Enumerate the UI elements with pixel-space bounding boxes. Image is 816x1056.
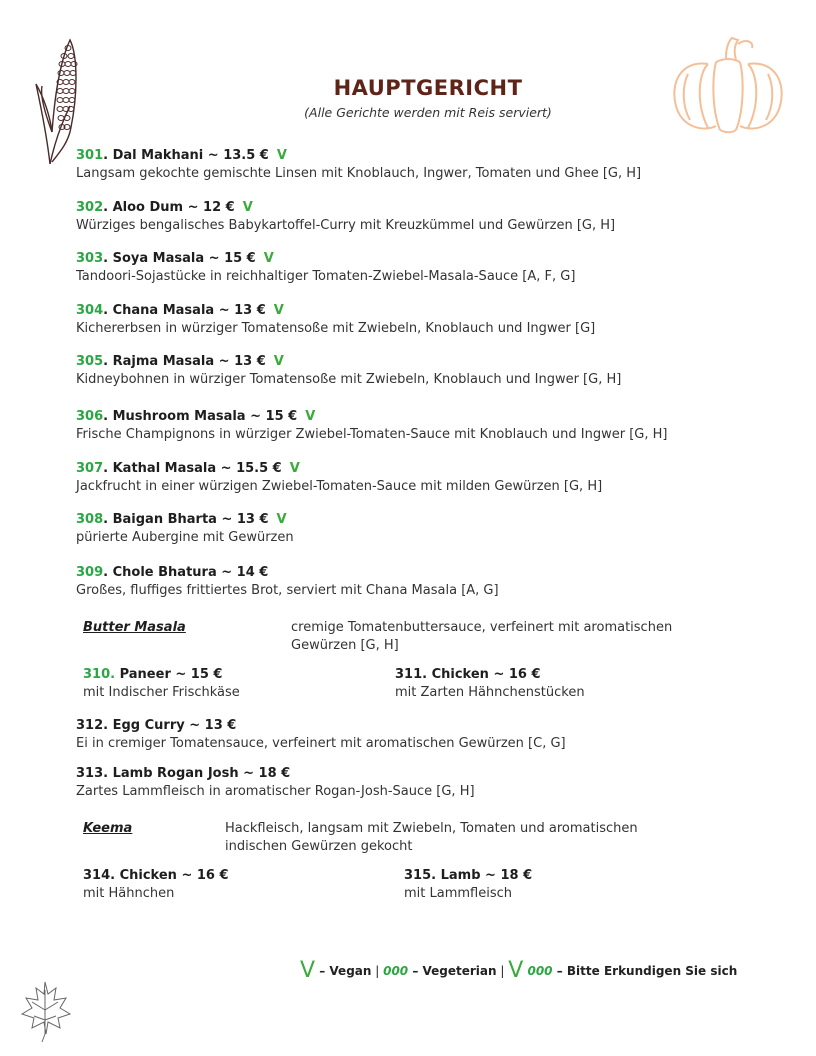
menu-item: 312. Egg Curry ~ 13 € Ei in cremiger Tomatensauce, verfeinert mit aromatischen Gewürzen [C, G] (76, 718, 566, 751)
keema-description: Hackfleisch, langsam mit Zwiebeln, Tomaten und aromatischen indischen Gewürzen gekocht (225, 821, 638, 854)
maple-leaf-icon (18, 980, 72, 1044)
item-description: Jackfrucht in einer würzigen Zwiebel-Tomaten-Sauce mit milden Gewürzen [G, H] (76, 479, 603, 494)
vegan-icon: V (508, 958, 524, 983)
keema-chicken-item: 314. Chicken ~ 16 € mit Hähnchen (83, 868, 229, 901)
item-number: 303 (76, 251, 104, 266)
item-description: Kichererbsen in würziger Tomatensoße mit Zwiebeln, Knoblauch und Ingwer [G] (76, 321, 596, 336)
item-number: 305 (76, 354, 104, 369)
menu-item (76, 408, 668, 444)
item-title: . Aloo Dum ~ 12 € (103, 200, 235, 215)
item-number: 304 (76, 303, 104, 318)
item-title: . Mushroom Masala ~ 15 € (103, 409, 298, 424)
keema-label: Keema (83, 821, 133, 836)
vegan-icon: V (263, 251, 274, 266)
item-number: 306 (76, 409, 104, 424)
vegan-icon: V (276, 512, 287, 527)
item-description: Würziges bengalisches Babykartoffel-Curry mit Kreuzkümmel und Gewürzen [G, H] (76, 218, 616, 233)
butter-masala-description: cremige Tomatenbuttersauce, verfeinert mit aromatischen Gewürzen [G, H] (291, 620, 673, 653)
item-title: . Chole Bhatura ~ 14 € (103, 565, 269, 580)
item-title: . Kathal Masala ~ 15.5 € (103, 461, 282, 476)
item-title: . Baigan Bharta ~ 13 € (103, 512, 269, 527)
menu-item (76, 460, 602, 496)
menu-item (76, 302, 595, 338)
item-number: 309 (76, 565, 104, 580)
vegan-icon: V (273, 354, 284, 369)
item-description: pürierte Aubergine mit Gewürzen (76, 530, 294, 545)
item-description: Tandoori-Sojastücke in reichhaltiger Tomaten-Zwiebel-Masala-Sauce [A, F, G] (76, 269, 576, 284)
item-description: Frische Champignons in würziger Zwiebel-Tomaten-Sauce mit Knoblauch und Ingwer [G, H] (76, 427, 668, 442)
vegan-icon: V (305, 409, 316, 424)
item-title: . Chana Masala ~ 13 € (103, 303, 266, 318)
vegan-icon: V (300, 958, 316, 983)
item-title: . Rajma Masala ~ 13 € (103, 354, 266, 369)
menu-item (76, 511, 294, 547)
item-description: Langsam gekochte gemischte Linsen mit Knoblauch, Ingwer, Tomaten und Ghee [G, H] (76, 166, 642, 181)
menu-item: 313. Lamb Rogan Josh ~ 18 € Zartes Lammfleisch in aromatischer Rogan-Josh-Sauce [G, H] (76, 766, 475, 799)
menu-item (76, 250, 575, 286)
item-title: . Soya Masala ~ 15 € (103, 251, 256, 266)
item-title: . Dal Makhani ~ 13.5 € (103, 148, 269, 163)
item-description: Kidneybohnen in würziger Tomatensoße mit Zwiebeln, Knoblauch und Ingwer [G, H] (76, 372, 622, 387)
menu-item (76, 564, 499, 600)
page-subtitle: (Alle Gerichte werden mit Reis serviert) (304, 105, 552, 120)
butter-masala-label: Butter Masala (83, 620, 186, 635)
item-number: 308 (76, 512, 104, 527)
legend: V – Vegan | 000 – Vegeterian | V 000 – Bitte Erkundigen Sie sich (300, 958, 738, 983)
menu-item (76, 353, 621, 389)
vegan-icon: V (276, 148, 287, 163)
page-title: HAUPTGERICHT (333, 76, 523, 100)
item-number: 302 (76, 200, 104, 215)
vegan-icon: V (289, 461, 300, 476)
butter-chicken-item: 311. Chicken ~ 16 € mit Zarten Hähnchenstücken (395, 667, 585, 700)
vegan-icon: V (242, 200, 253, 215)
vegan-icon: V (273, 303, 284, 318)
item-number: 307 (76, 461, 104, 476)
item-description: Großes, fluffiges frittiertes Brot, serviert mit Chana Masala [A, G] (76, 583, 499, 598)
menu-item (76, 147, 641, 183)
menu-item (76, 199, 615, 235)
item-number: 301 (76, 148, 104, 163)
paneer-item: 310. Paneer ~ 15 € mit Indischer Frischkäse (83, 667, 240, 700)
keema-lamb-item: 315. Lamb ~ 18 € mit Lammfleisch (404, 868, 533, 901)
